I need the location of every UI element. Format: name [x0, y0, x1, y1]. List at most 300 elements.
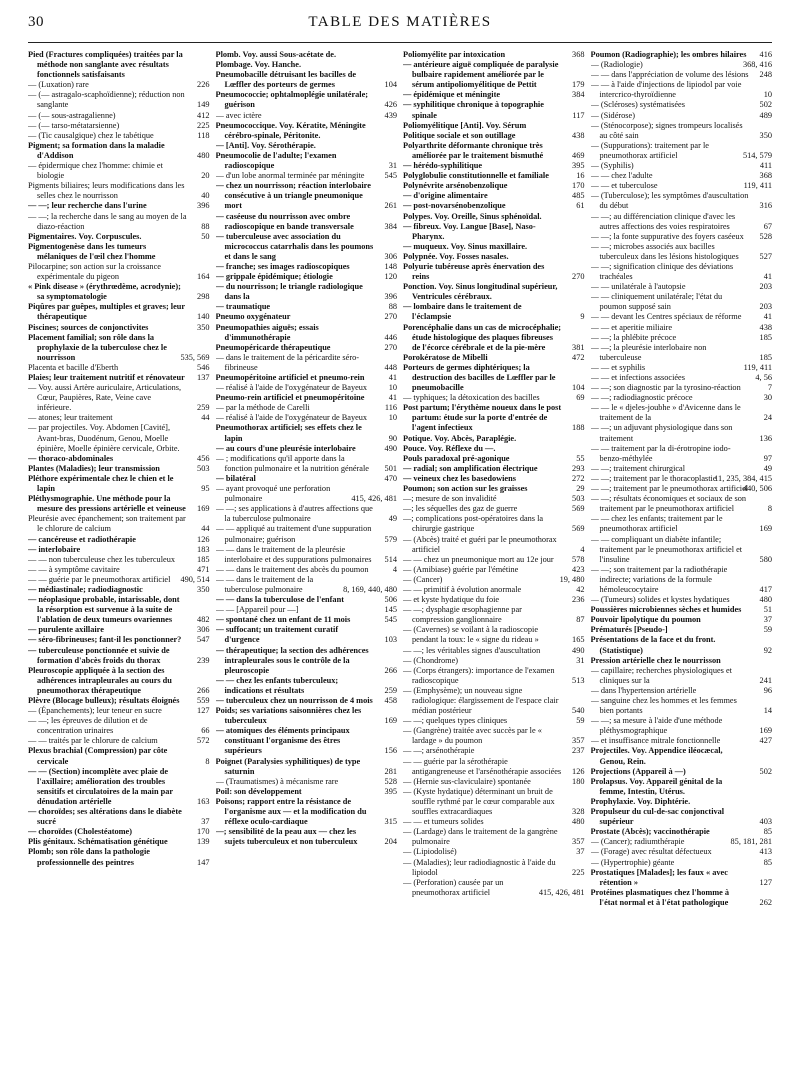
index-entry-text: — —; signification clinique des déviations trachéales — [590, 261, 734, 282]
index-entry — [216, 676, 398, 696]
index-entry-page: 41 — [763, 312, 772, 322]
index-entry-text: — purulente axillaire — [28, 625, 104, 635]
index-entry-page: 411 — [759, 161, 772, 171]
index-entry — [28, 837, 210, 847]
index-entry-page: 139 — [197, 837, 210, 847]
index-entry — [403, 484, 585, 494]
index-entry-text: — — cliniquement unilatérale; l'état du poumon supposé sain — [590, 292, 723, 312]
index-entry — [591, 736, 773, 746]
index-entry-text: Plis génitaux. Schématisation génétique — [28, 837, 168, 847]
index-entry — [591, 827, 773, 837]
index-entry — [403, 746, 585, 756]
index-entry — [591, 282, 773, 292]
index-entry-page: 350 — [759, 130, 772, 140]
index-entry — [28, 201, 210, 211]
index-entry-text: Pneumobacille détruisant les bacilles de Lœffler des porteurs de germes — [215, 70, 357, 90]
index-entry — [403, 100, 585, 120]
index-entry — [28, 80, 210, 90]
index-entry-text: — réalisé à l'aide de l'oxygénateur de Bayeux — [215, 413, 368, 423]
index-entry — [591, 858, 773, 868]
index-entry — [28, 282, 210, 302]
index-entry — [403, 191, 585, 201]
index-entry-text: — radial; son amplification électrique — [403, 463, 538, 473]
index-entry — [28, 494, 210, 514]
index-entry — [591, 686, 773, 696]
index-entry-text: — d'origine alimentaire — [403, 191, 488, 201]
index-entry — [216, 625, 398, 645]
index-entry-text: — interlobaire — [28, 544, 81, 554]
index-entry-page: 149 — [197, 100, 210, 110]
index-entry-text: Post partum; l'érythème noueux dans le post partum: étude sur la porte d'entrée de l'agent infectieux — [403, 403, 562, 433]
index-entry-text: — — chez un pneumonique mort au 12e jour — [403, 554, 554, 564]
index-entry-text: — — et tumeurs solides — [403, 817, 484, 827]
index-entry-page: 456 — [197, 453, 210, 463]
index-entry-page: 412 — [197, 110, 210, 120]
index-entry-text: Polypnée. Voy. Fosses nasales. — [403, 251, 509, 261]
index-entry-text: — (Corps étrangers): importance de l'examen radioscopique — [403, 665, 555, 685]
index-entry-page: 117 — [572, 110, 585, 120]
index-entry-page: 104 — [572, 383, 585, 393]
index-entry-text: Pigment; sa formation dans la maladie d'Addison — [28, 140, 165, 160]
index-entry-page: 446 — [384, 332, 397, 342]
index-entry-page: 11, 235, 384, 415 — [714, 473, 772, 483]
index-entry — [403, 131, 585, 141]
index-entry — [216, 383, 398, 393]
index-entry — [216, 373, 398, 383]
index-entry-text: Ponction. Voy. Sinus longitudinal supérieur, Ventricules cérébraux. — [403, 282, 558, 302]
index-entry-text: Plomb; son rôle dans la pathologie professionnelle des peintres — [28, 847, 150, 867]
index-entry-text: — —; la pleurésie interlobaire non tuberculeuse — [590, 342, 707, 362]
index-entry — [216, 413, 398, 423]
index-entry-page: 59 — [763, 625, 772, 635]
index-entry-page: 37 — [576, 847, 585, 857]
index-entry-text: — (Tuberculose); les symptômes d'auscultation du début — [590, 191, 749, 211]
index-entry-text: Piqûres par guêpes, multiples et graves; leur thérapeutique — [28, 302, 185, 322]
index-columns — [28, 50, 772, 1070]
index-entry — [403, 686, 585, 716]
index-entry-text: — —; ses applications à d'autres affections que la tuberculose pulmonaire — [215, 504, 373, 524]
index-entry-text: Poids; ses variations saisonnières chez les tuberculeux — [215, 706, 362, 726]
index-entry-page: 4, 56 — [755, 373, 772, 382]
index-entry — [403, 474, 585, 484]
index-entry-text: — — guérie par le pneumothorax artificiel — [28, 574, 171, 584]
index-entry — [591, 191, 773, 211]
index-entry — [216, 565, 398, 575]
index-entry-text: — post-novarsénobenzolique — [403, 201, 506, 211]
index-entry-page: 44 — [201, 524, 210, 534]
index-entry-page: 261 — [384, 201, 397, 211]
index-entry-page: 438 — [759, 322, 772, 332]
index-entry-text: — atones; leur traitement — [28, 413, 113, 423]
index-entry-text: — choroïdes (Cholestéatome) — [28, 827, 132, 837]
index-entry-page: 59 — [576, 716, 585, 726]
index-entry-text: —; mesure de son invalidité — [403, 494, 497, 504]
index-entry-page: 225 — [197, 120, 210, 130]
index-entry-text: Pigments biliaires; leurs modifications dans les selles chez le nourrisson — [28, 181, 185, 201]
index-entry-page: 514, 579 — [742, 150, 772, 160]
index-entry-text: Pouvoir lipolytique du poumon — [590, 615, 701, 625]
index-entry — [591, 746, 773, 766]
index-entry-text: — capillaire; recherches physiologiques et cliniques sur la — [590, 665, 732, 685]
index-entry — [28, 212, 210, 232]
index-entry-page: 545 — [384, 171, 397, 181]
index-entry — [591, 262, 773, 282]
index-entry-page: 490 — [572, 645, 585, 655]
index-entry — [216, 312, 398, 322]
index-entry — [403, 878, 585, 898]
index-entry-page: 169 — [759, 524, 772, 534]
index-entry-page: 545 — [384, 615, 397, 625]
index-entry — [403, 817, 585, 827]
index-entry-page: 470 — [384, 473, 397, 483]
index-entry-text: — tuberculeuse ponctionnée et suivie de formation d'abcès froids du thorax — [28, 645, 170, 665]
index-entry-page: 241 — [759, 675, 772, 685]
index-entry-page: 259 — [384, 685, 397, 695]
index-entry-page: 96 — [763, 685, 772, 695]
index-entry — [403, 141, 585, 161]
index-entry-page: 569 — [572, 524, 585, 534]
index-entry-text: — dans le traitement de la péricardite séro-fibrineuse — [215, 352, 360, 372]
index-entry — [591, 494, 773, 514]
index-entry-page: 535, 569 — [180, 352, 210, 362]
index-entry-page: 185 — [759, 352, 772, 362]
index-entry-page: 384 — [572, 90, 585, 100]
index-entry-text: — fibreux. Voy. Langue [Base], Naso-Pharynx. — [403, 221, 536, 241]
index-entry-text: Prostate (Abcès); vaccinothérapie — [590, 827, 710, 837]
index-entry — [403, 222, 585, 242]
index-entry — [403, 847, 585, 857]
index-entry-text: — — dans l'appréciation de volume des lésions — [590, 70, 749, 80]
index-entry — [403, 242, 585, 252]
index-entry-page: 293 — [572, 463, 585, 473]
index-entry-text: — (Chondrome) — [403, 655, 459, 665]
index-entry — [403, 262, 585, 282]
index-entry — [216, 504, 398, 524]
index-entry — [403, 252, 585, 262]
index-entry-text: — réalisé à l'aide de l'oxygénateur de Bayeux — [215, 383, 368, 393]
index-entry-page: 8 — [205, 756, 210, 766]
index-entry — [216, 454, 398, 474]
index-entry — [216, 50, 398, 60]
index-entry — [216, 151, 398, 171]
index-entry — [28, 746, 210, 766]
index-entry-page: 417 — [759, 584, 772, 594]
index-entry-text: — (Forage) avec résultat défectueux — [590, 847, 712, 857]
index-entry-text: — —; microbes associés aux bacilles tuberculeux dans les lésions histologiques — [590, 241, 739, 261]
index-entry-page: 37 — [201, 817, 210, 827]
index-entry-text: Poisons; rapport entre la résistance de l'organisme aux — et la modification du réflexe oculo-cardiaque — [215, 796, 367, 827]
index-entry — [403, 50, 585, 60]
index-entry — [216, 615, 398, 625]
index-entry-page: 61 — [576, 201, 585, 211]
index-entry-page: 126 — [572, 766, 585, 776]
index-entry — [403, 161, 585, 171]
index-entry-page: 31 — [388, 161, 397, 171]
index-entry-page: 426 — [384, 100, 397, 110]
index-entry — [591, 837, 773, 847]
index-entry-text: — épidermique chez l'homme: chimie et biologie — [28, 161, 163, 181]
index-entry-text: Pneumopéritoine artificiel et pneumo-rein — [215, 373, 365, 382]
index-entry-text: — thérapeutique; la section des adhérences intrapleurales sous le contrôle de la pleuroscopie — [215, 645, 369, 675]
index-entry-text: — — dans la tuberculose de l'enfant — [215, 595, 344, 605]
index-entry-text: Pneumo oxygénateur — [215, 312, 291, 322]
index-entry-page: 415, 426, 481 — [538, 887, 585, 897]
index-entry — [216, 171, 398, 181]
index-entry-page: 482 — [197, 615, 210, 625]
index-entry — [28, 161, 210, 181]
index-entry — [403, 646, 585, 656]
index-entry-text: Plomb. Voy. aussi Sous-acétate de. — [215, 50, 337, 59]
index-entry-page: 90 — [388, 433, 397, 443]
index-entry — [28, 666, 210, 696]
index-entry-text: — hérédo-syphilitique — [403, 161, 483, 171]
index-entry-page: 30 — [763, 393, 772, 403]
page-title: TABLE DES MATIÈRES — [308, 14, 492, 30]
index-entry — [216, 474, 398, 484]
index-entry — [216, 524, 398, 544]
index-entry — [28, 807, 210, 827]
index-entry-page: 416 — [759, 50, 772, 59]
index-entry — [216, 212, 398, 232]
index-entry-page: 4 — [392, 564, 397, 574]
index-entry — [403, 282, 585, 302]
index-entry-page: 10 — [388, 413, 397, 423]
index-entry — [403, 363, 585, 393]
index-entry — [28, 514, 210, 534]
index-entry-page: 357 — [572, 736, 585, 746]
index-entry-page: 480 — [572, 817, 585, 827]
index-entry — [591, 807, 773, 827]
index-entry-text: — (Perforation) causée par un pneumothorax artificiel — [403, 877, 504, 897]
index-column-2 — [216, 50, 398, 1070]
index-entry — [28, 383, 210, 413]
index-entry-page: 103 — [384, 635, 397, 645]
index-entry-page: 50 — [201, 231, 210, 241]
index-entry — [591, 666, 773, 686]
index-entry-page: 266 — [384, 665, 397, 675]
index-entry — [216, 797, 398, 827]
index-entry-page: 31 — [576, 655, 585, 665]
index-entry-page: 384 — [384, 221, 397, 231]
index-entry-page: 501 — [384, 463, 397, 473]
index-entry — [591, 625, 773, 635]
index-entry-text: — caséeuse du nourrisson avec ombre radioscopique en bande transversale — [215, 211, 354, 231]
index-entry-page: 204 — [384, 837, 397, 847]
index-entry-page: 85 — [763, 857, 772, 867]
index-entry-page: 88 — [388, 302, 397, 312]
index-entry — [403, 666, 585, 686]
index-entry — [28, 716, 210, 736]
index-entry-text: « Pink disease » (érythrœdème, acrodynie); sa symptomatologie — [28, 282, 181, 302]
index-entry-page: 119, 411 — [743, 181, 772, 191]
index-entry — [28, 323, 210, 333]
index-entry — [403, 323, 585, 353]
index-entry — [403, 201, 585, 211]
index-entry-page: 559 — [197, 696, 210, 705]
index-entry — [28, 565, 210, 575]
index-entry-text: Placement familial; son rôle dans la prophylaxie de la tuberculose chez le nourrisson — [28, 332, 167, 362]
index-entry-page: 37 — [763, 615, 772, 625]
index-entry-text: — (Scléroses) systématisées — [590, 100, 685, 110]
index-column-4 — [591, 50, 773, 1070]
index-entry-text: — séro-fibrineuses; fant-il les ponctionner? — [28, 635, 182, 645]
index-entry-page: 88 — [201, 221, 210, 231]
index-entry-page: 16 — [576, 171, 585, 181]
index-entry-page: 306 — [197, 625, 210, 635]
index-entry-text: Poil: son développement — [215, 786, 302, 796]
index-entry — [403, 716, 585, 726]
index-entry — [216, 302, 398, 312]
index-entry-text: Plèvre (Blocage bulleux); résultats éloignés — [28, 696, 180, 705]
index-column-1 — [28, 50, 210, 1070]
index-entry-text: — —; traitement par le pneumothorax artificiel — [590, 484, 749, 494]
index-entry-text: Polyarthrite déformante chronique très améliorée par le traitement bismuthé — [403, 140, 544, 160]
index-entry — [28, 595, 210, 625]
index-entry — [591, 444, 773, 464]
index-entry-text: — — chez l'adulte — [590, 171, 653, 181]
index-entry-page: 471 — [197, 564, 210, 574]
index-entry-page: 169 — [384, 716, 397, 726]
index-entry-page: 413 — [759, 847, 772, 857]
index-entry — [216, 444, 398, 454]
index-entry — [403, 212, 585, 222]
index-entry-page: 183 — [197, 544, 210, 554]
index-entry — [216, 141, 398, 151]
index-entry — [28, 413, 210, 423]
index-entry-text: Pneumopathies aiguës; essais d'immunothérapie — [215, 322, 319, 342]
index-entry-page: 580 — [759, 554, 772, 564]
index-entry-text: —; complications post-opératoires dans la chirurgie gastrique — [403, 514, 544, 534]
index-entry-page: 270 — [384, 342, 397, 352]
index-entry-text: Prophylaxie. Voy. Diphtérie. — [590, 796, 691, 806]
index-column-3 — [403, 50, 585, 1070]
index-entry — [28, 575, 210, 585]
index-entry-text: — (Lipiodolisé) — [403, 847, 457, 857]
index-entry — [403, 585, 585, 595]
index-entry — [28, 625, 210, 635]
index-entry — [216, 787, 398, 797]
index-entry-text: Plombage. Voy. Hanche. — [215, 60, 302, 70]
index-entry-page: 514 — [384, 554, 397, 564]
index-entry-page: 118 — [197, 130, 210, 140]
index-entry-page: 7 — [767, 383, 772, 393]
index-entry-text: — —; son diagnostic par la tyrosino-réaction — [590, 383, 741, 393]
index-entry-page: 44 — [201, 413, 210, 423]
index-entry-page: 148 — [384, 261, 397, 271]
index-entry-page: 298 — [197, 292, 210, 302]
index-entry-text: — thoraco-abdominales — [28, 453, 114, 463]
index-entry-page: 116 — [384, 403, 397, 413]
index-entry-text: Polyglobulie constitutionnelle et familiale — [403, 171, 549, 181]
index-entry-text: — (Épanchements); leur teneur en sucre — [28, 706, 162, 716]
index-entry — [216, 393, 398, 403]
index-entry-text: — —; un adjuvant physiologique dans son traitement — [590, 423, 733, 443]
index-entry-text: Pigmentogenèse dans les tumeurs mélaniques de l'œil chez l'homme — [28, 241, 156, 261]
index-entry-text: — tuberculeux chez un nourrisson de 4 mois — [215, 696, 373, 705]
index-entry-text: — — le « djeles-joubhe » d'Avicenne dans le traitement de la — [590, 403, 741, 423]
index-entry-text: — — traités par le chlorure de calcium — [28, 736, 158, 746]
index-entry-page: 145 — [384, 605, 397, 615]
index-entry-text: — et insuffisance mitrale fonctionnelle — [590, 736, 721, 746]
index-entry — [28, 131, 210, 141]
index-entry-text: Pneumocolie de l'adulte; l'examen radioscopique — [215, 150, 337, 171]
index-entry-page: 350 — [197, 322, 210, 332]
index-entry-text: Poliomyélitique [Anti]. Voy. Sérum — [403, 120, 527, 130]
index-entry-text: Piscines; sources de conjonctivites — [28, 322, 149, 332]
index-entry — [216, 484, 398, 504]
index-entry-page: 316 — [759, 201, 772, 211]
index-entry-page: 10 — [388, 383, 397, 393]
index-entry-page: 469 — [572, 150, 585, 160]
index-entry-page: 140 — [197, 312, 210, 322]
index-entry-text: — — et infections associées — [590, 373, 685, 382]
index-entry — [591, 171, 773, 181]
index-entry-text: — au cours d'une pleurésie interlobaire — [215, 443, 356, 453]
index-entry-text: — — devant les Centres spéciaux de réforme — [590, 312, 742, 322]
index-entry-page: 137 — [197, 373, 210, 382]
index-entry-page: 395 — [572, 161, 585, 171]
index-entry-text: — — et syphilis — [590, 362, 646, 372]
index-entry — [403, 777, 585, 787]
index-entry-text: Poussières microbiennes sèches et humides — [590, 605, 742, 615]
index-entry — [216, 232, 398, 262]
index-entry-text: — avec ictère — [215, 110, 262, 120]
index-entry-page: 179 — [572, 80, 585, 90]
index-entry — [591, 363, 773, 373]
index-entry — [591, 474, 773, 484]
index-entry-page: 4 — [580, 544, 585, 554]
index-entry — [216, 696, 398, 706]
index-entry-text: Polynévrite arsénobenzolique — [403, 181, 508, 191]
index-entry-text: — — compliquant un diabète infantile; traitement par le pneumothorax artificiel et l'insuline — [590, 534, 743, 564]
index-entry-text: — lombaire dans le traitement de l'éclampsie — [403, 302, 522, 322]
index-entry-text: Poumon (Radiographie); les ombres hilaires — [590, 50, 747, 59]
index-entry — [403, 625, 585, 645]
index-entry-page: 97 — [763, 453, 772, 463]
index-entry — [591, 847, 773, 857]
index-entry-page: 350 — [197, 584, 210, 594]
index-entry — [591, 656, 773, 666]
index-entry-text: — d'un lobe anormal terminée par méningite — [215, 171, 365, 181]
index-entry-page: 55 — [576, 453, 585, 463]
index-entry-text: Pléthore expérimentale chez le chien et le lapin — [28, 473, 174, 494]
index-entry-text: Pleurésie avec épanchement; son traitement par le chlorure de calcium — [28, 514, 186, 534]
index-entry — [28, 767, 210, 807]
index-entry-text: — dans l'hypertension artérielle — [590, 685, 697, 695]
index-entry — [28, 373, 210, 383]
index-entry-text: — choroïdes; ses altérations dans le diabète sucré — [28, 807, 182, 827]
index-entry — [403, 605, 585, 625]
index-entry-page: 396 — [384, 292, 397, 302]
index-entry-text: Polypes. Voy. Oreille, Sinus sphénoïdal. — [403, 211, 542, 221]
index-entry — [591, 403, 773, 423]
index-entry-page: 315 — [384, 817, 397, 827]
index-entry — [216, 605, 398, 615]
index-entry-page: 439 — [384, 110, 397, 120]
index-entry — [403, 60, 585, 90]
index-entry — [403, 787, 585, 817]
index-entry-text: Projections (Appareil à —) — [590, 766, 686, 776]
index-entry-text: Projectiles. Voy. Appendice iléocæcal, Genou, Rein. — [590, 746, 723, 766]
index-entry — [216, 90, 398, 110]
index-entry-text: — (Sidérose) — [590, 110, 635, 120]
index-entry — [403, 827, 585, 847]
index-entry-text: — —; la recherche dans le sang au moyen de la diazo-réaction — [28, 211, 187, 231]
index-entry — [216, 403, 398, 413]
index-entry — [216, 111, 398, 121]
index-entry-page: 513 — [572, 675, 585, 685]
index-entry — [216, 282, 398, 302]
